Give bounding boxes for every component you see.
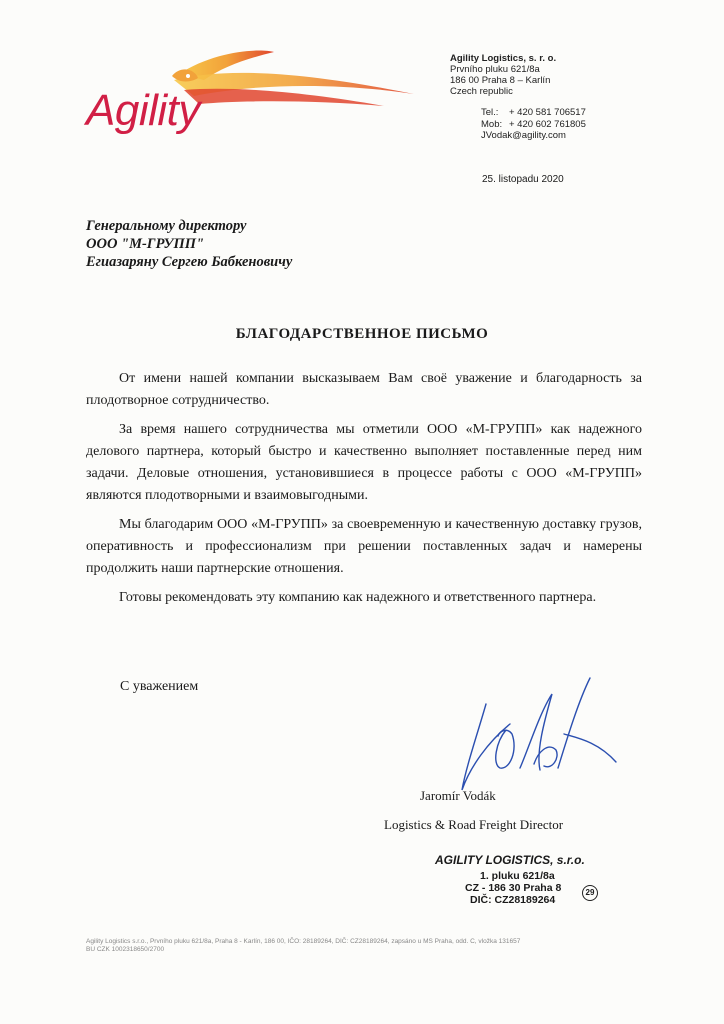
contact-row-email [481,130,611,142]
company-address-line: 186 00 Praha 8 – Karlín [450,75,551,86]
contact-label: Mob: [481,118,503,130]
letter-title: БЛАГОДАРСТВЕННОЕ ПИСЬМО [235,326,489,342]
signature-icon [448,672,618,802]
contact-label: Tel.: [481,107,499,118]
contact-row-tel [481,107,611,119]
signer-role: Logistics & Road Freight Director [384,817,564,832]
company-address-line: Czech republic [450,86,513,97]
body-paragraph: За время нашего сотрудничества мы отметили ООО «М-ГРУПП» как надежного делового партнера, который быстро и качественно выполняет поставленные перед ним задачи. Деловые отношения, установившиеся в процессе работы с ООО «М-ГРУПП» являются плодотворными и взаимовыгодными. [86,422,642,503]
contact-email: JVodak@agility.com [481,130,566,141]
body-paragraph: Готовы рекомендовать эту компанию как надежного и ответственного партнера. [119,590,597,605]
stamp-number: 29 [582,885,598,901]
page-footer [86,938,520,954]
contact-value: + 420 581 706517 [509,107,586,118]
stamp-company-name: AGILITY LOGISTICS, s.r.o. [435,853,585,867]
addressee-line: Генеральному директору [86,218,247,234]
addressee-line: Егиазаряну Сергею Бабкеновичу [86,254,293,270]
stamp-line: DIČ: CZ28189264 [470,894,556,906]
letter-date: 25. listopadu 2020 [482,174,564,185]
stamp-line: CZ - 186 30 Praha 8 [465,882,562,894]
closing: С уважением [120,679,199,694]
logo-text: Agility [86,86,200,135]
company-name: Agility Logistics, s. r. o. [450,53,557,64]
company-address-line: Prvního pluku 621/8a [450,64,540,75]
footer-line: BU CZK 1002318650/2700 [86,946,165,953]
footer-line: Agility Logistics s.r.o., Prvního pluku 621/8a, Praha 8 - Karlín, 186 00, IČO: 28189264, DIČ: CZ28189264, zapsáno u MS Praha, odd. C, vložka 131657 [86,938,521,945]
contact-value: + 420 602 761805 [509,118,586,130]
letter-body [86,368,642,616]
addressee-line: ООО "М-ГРУПП" [86,236,205,252]
signer-name: Jaromír Vodák [420,788,496,803]
body-paragraph: От имени нашей компании высказываем Вам своё уважение и благодарность за плодотворное сотрудничество. [86,371,642,408]
stamp-line: 1. pluku 621/8a [480,870,555,882]
contact-block [481,107,611,142]
body-paragraph: Мы благодарим ООО «М-ГРУПП» за своевременную и качественную доставку грузов, оперативность и профессионализм при решении поставленных задач и намерены продолжить наши партнерские отношения. [86,517,642,576]
contact-row-mob [481,119,611,131]
